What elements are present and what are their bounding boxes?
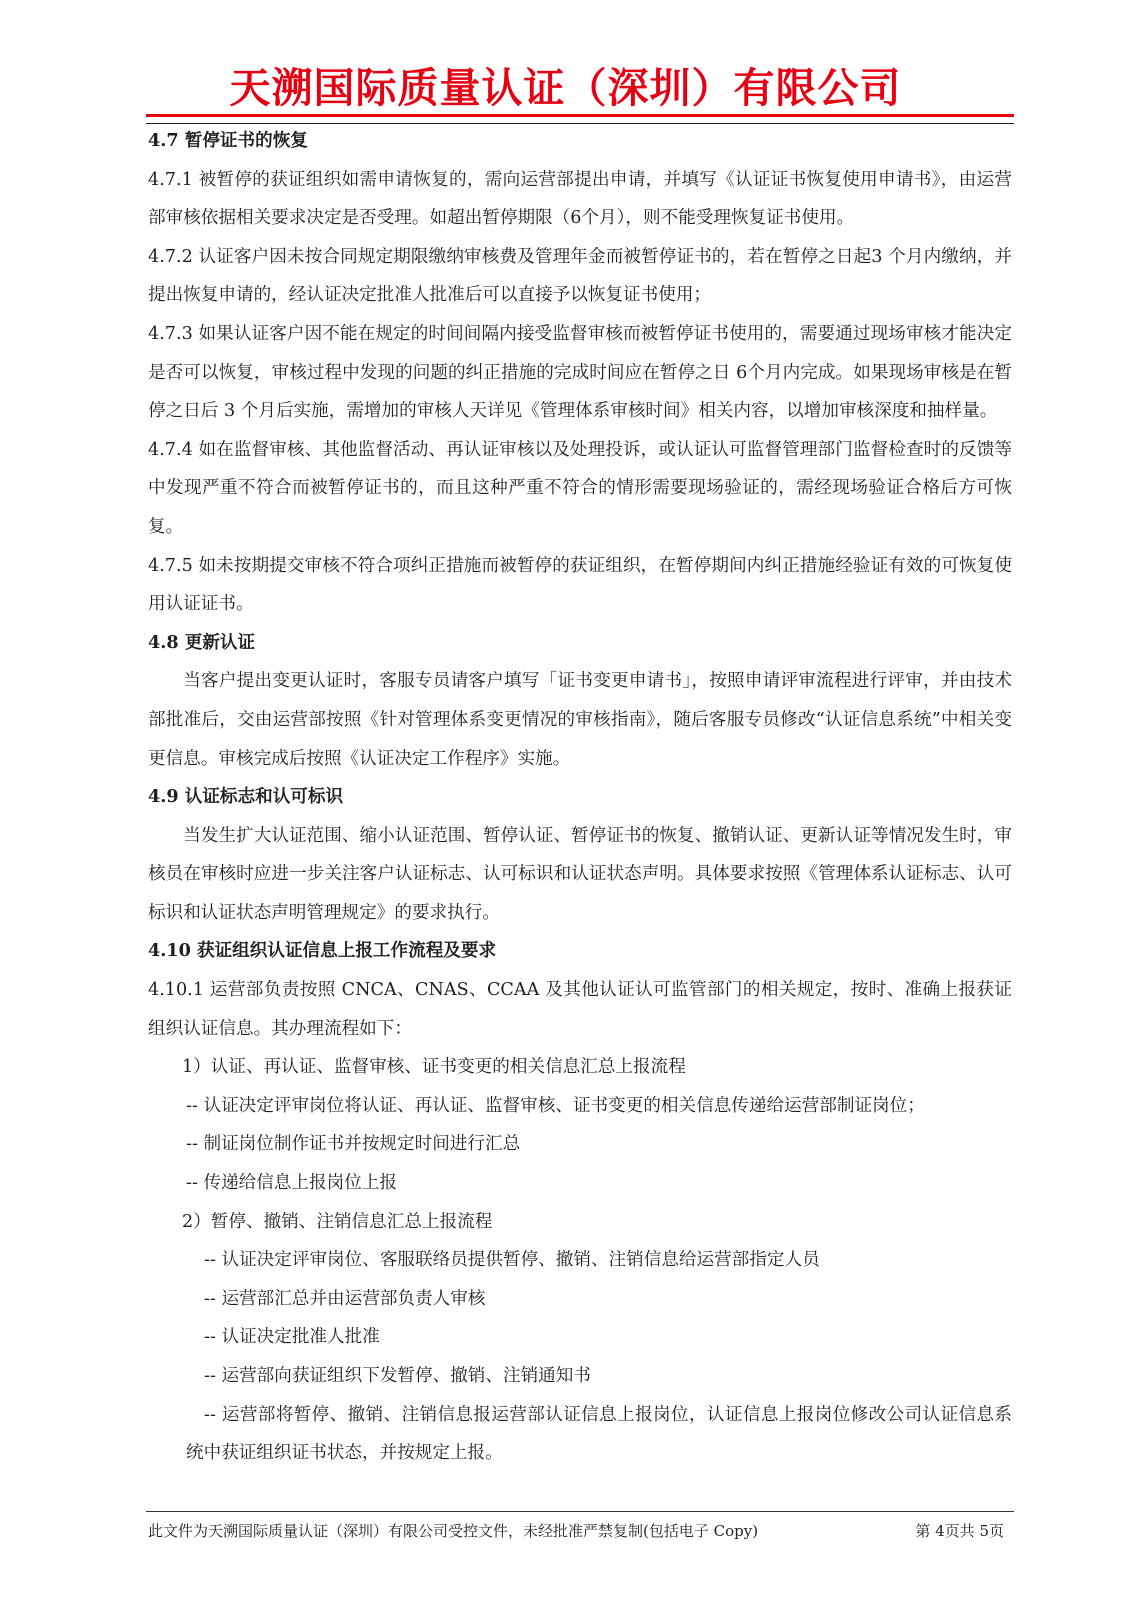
page-number: 第 4页共 5页 — [915, 1522, 1004, 1540]
section-heading-4-9: 4.9 认证标志和认可标识 — [148, 786, 344, 808]
header-red-rule — [146, 114, 1014, 117]
flow-1-step: -- 认证决定评审岗位将认证、再认证、监督审核、证书变更的相关信息传递给运营部制证岗位； — [186, 1095, 925, 1116]
paragraph-4-7-5: 4.7.5 如未按期提交审核不符合项纠正措施而被暂停的获证组织，在暂停期间内纠正措施经验证有效的可恢复使用认证证书。 — [148, 555, 1012, 615]
flow-2-step: -- 认证决定批准人批准 — [204, 1327, 380, 1348]
paragraph-4-7-4: 4.7.4 如在监督审核、其他监督活动、再认证审核以及处理投诉，或认证认可监督管理部门监督检查时的反馈等中发现严重不符合而被暂停证书的，而且这种严重不符合的情形需要现场验证的，需经现场验证合格后方可恢复。 — [148, 439, 1012, 537]
paragraph-4-7-3: 4.7.3 如果认证客户因不能在规定的时间间隔内接受监督审核而被暂停证书使用的，需要通过现场审核才能决定是否可以恢复，审核过程中发现的问题的纠正措施的完成时间应在暂停之日 6个月内完成。如果现场审核是在暂停之日后 3 个月后实施，需增加的审核人天详见《管理体系审核时间》相关内容，以增加审核深度和抽样量。 — [148, 323, 1012, 422]
flow-2-step: -- 运营部将暂停、撤销、注销信息报运营部认证信息上报岗位，认证信息上报岗位修改公司认证信息系统中获证组织证书状态，并按规定上报。 — [186, 1404, 1012, 1464]
section-heading-4-7: 4.7 暂停证书的恢复 — [148, 130, 308, 151]
flow-1-step: -- 制证岗位制作证书并按规定时间进行汇总 — [186, 1134, 521, 1155]
paragraph-4-8: 当客户提出变更认证时，客服专员请客户填写「证书变更申请书」，按照申请评审流程进行评审，并由技术部批准后，交由运营部按照《针对管理体系变更情况的审核指南》，随后客服专员修改“认证信息系统”中相关变更信息。审核完成后按照《认证决定工作程序》实施。 — [148, 671, 1012, 769]
document-body — [148, 122, 1012, 1473]
paragraph-4-7-2: 4.7.2 认证客户因未按合同规定期限缴纳审核费及管理年金而被暂停证书的，若在暂停之日起3 个月内缴纳，并提出恢复申请的，经认证决定批准人批准后可以直接予以恢复证书使用； — [148, 246, 1012, 306]
company-header-title: 天溯国际质量认证（深圳）有限公司 — [229, 64, 902, 112]
flow-2-step: -- 认证决定评审岗位、客服联络员提供暂停、撤销、注销信息给运营部指定人员 — [204, 1250, 820, 1271]
footer-notice: 此文件为天溯国际质量认证（深圳）有限公司受控文件，未经批准严禁复制(包括电子 Copy) — [148, 1522, 759, 1540]
paragraph-4-10-1: 4.10.1 运营部负责按照 CNCA、CNAS、CCAA 及其他认证认可监管部门的相关规定，按时、准确上报获证组织认证信息。其办理流程如下： — [148, 980, 1012, 1039]
paragraph-4-9: 当发生扩大认证范围、缩小认证范围、暂停认证、暂停证书的恢复、撤销认证、更新认证等情况发生时，审核员在审核时应进一步关注客户认证标志、认可标识和认证状态声明。具体要求按照《管理体系认证标志、认可标识和认证状态声明管理规定》的要求执行。 — [148, 825, 1012, 923]
flow-1-step: -- 传递给信息上报岗位上报 — [186, 1173, 398, 1194]
flow-2-step: -- 运营部向获证组织下发暂停、撤销、注销通知书 — [204, 1366, 591, 1386]
footer-rule — [146, 1511, 1014, 1512]
section-heading-4-8: 4.8 更新认证 — [148, 631, 256, 653]
flow-2-title: 2）暂停、撤销、注销信息汇总上报流程 — [182, 1211, 493, 1232]
paragraph-4-7-1: 4.7.1 被暂停的获证组织如需申请恢复的，需向运营部提出申请，并填写《认证证书恢复使用申请书》，由运营部审核依据相关要求决定是否受理。如超出暂停期限（6个月），则不能受理恢复证书使用。 — [148, 169, 1012, 229]
section-heading-4-10: 4.10 获证组织认证信息上报工作流程及要求 — [148, 940, 497, 962]
flow-1-title: 1）认证、再认证、监督审核、证书变更的相关信息汇总上报流程 — [182, 1057, 686, 1078]
flow-2-step: -- 运营部汇总并由运营部负责人审核 — [204, 1288, 486, 1309]
